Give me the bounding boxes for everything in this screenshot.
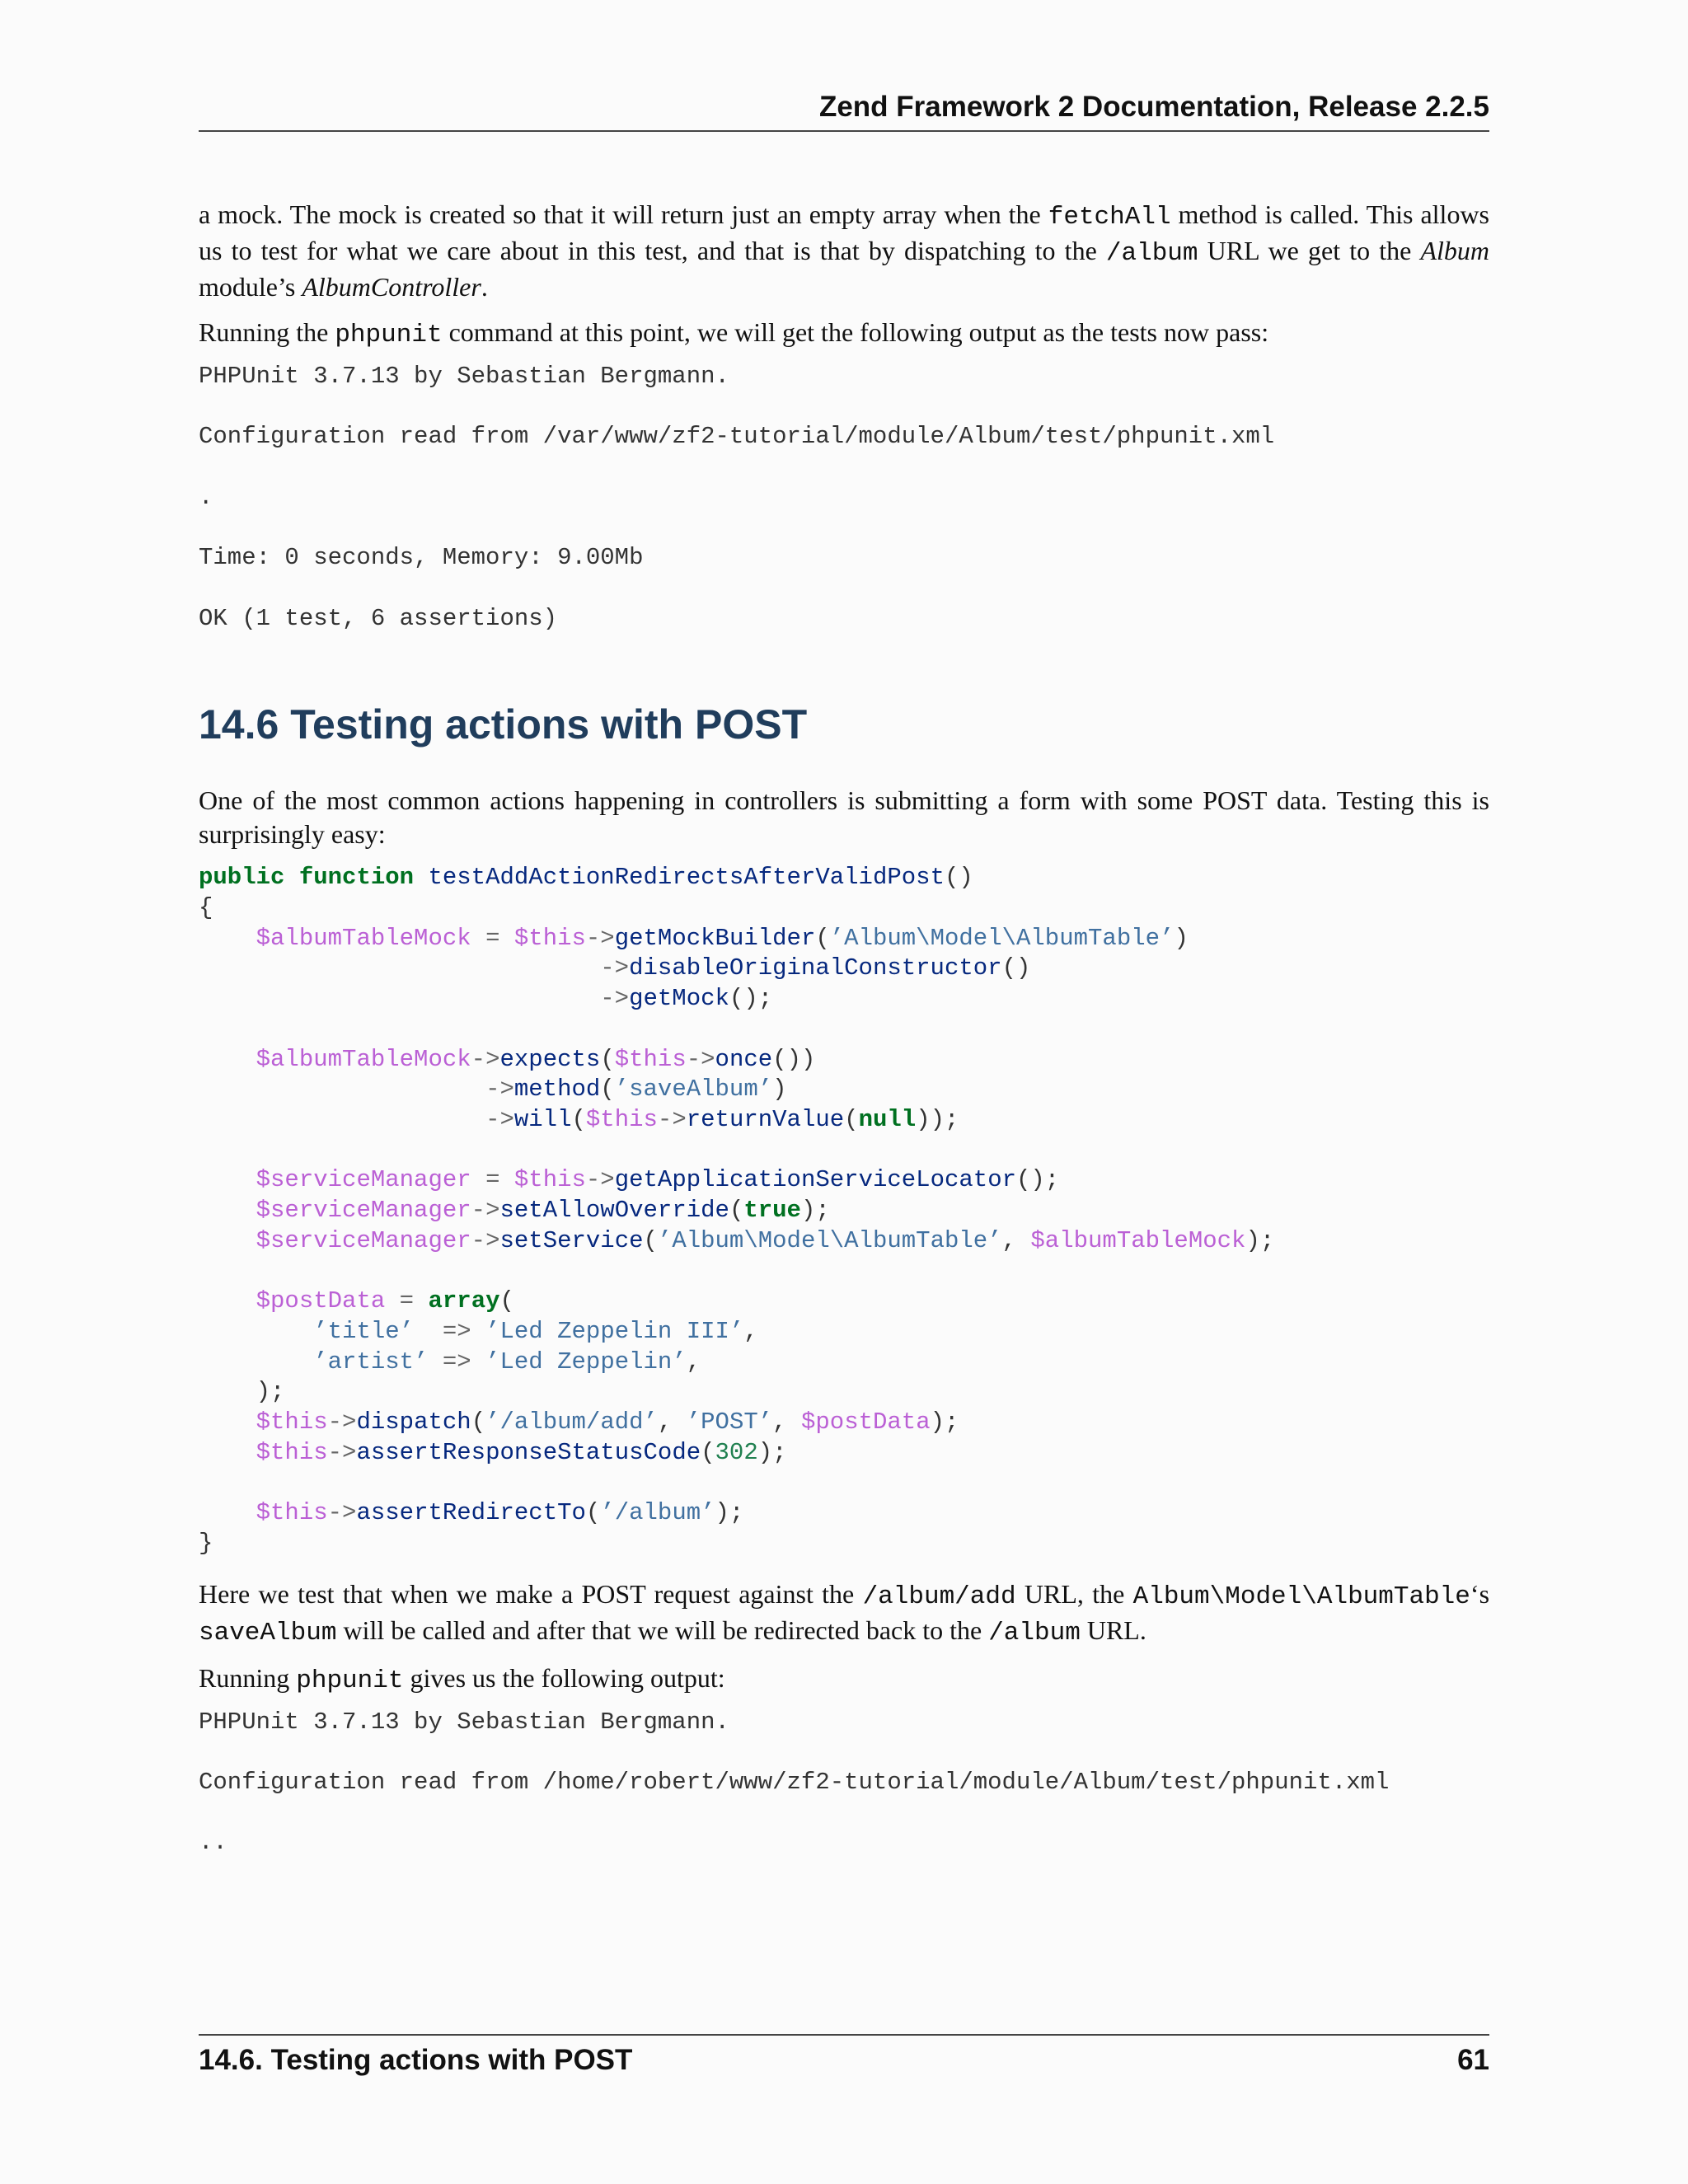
code-token: function [298,864,415,892]
text-span: URL we get to the [1198,236,1421,265]
code-token: , [657,1408,687,1436]
code-token: $albumTableMock [256,924,471,952]
emphasis-album: Album [1420,236,1490,265]
code-line [199,925,1189,952]
code-token [199,985,600,1012]
code-token [428,1348,442,1376]
page-footer [199,2034,1489,2077]
code-token: $serviceManager [256,1166,471,1194]
code-token [499,925,513,952]
code-token [199,925,256,952]
code-token [385,1287,399,1315]
code-token: ’saveAlbum’ [614,1076,773,1104]
code-token: () [1001,954,1031,982]
code-token: $this [513,1166,586,1194]
code-token: ( [815,924,830,952]
code-token: -> [327,1438,357,1466]
page-body [199,198,1489,1858]
code-line [199,1287,514,1315]
code-line [199,954,1030,982]
code-line [199,1318,758,1345]
text-span: command at this point, we will get the following output as the tests now pass: [442,317,1269,347]
code-token: $this [585,1105,658,1133]
phpunit-output-block-2: PHPUnit 3.7.13 by Sebastian Bergmann. Configuration read from /home/robert/www/zf2-tutorial/module/Album/test/phpunit.xml .. [199,1708,1390,1857]
code-token: -> [585,1166,615,1194]
code-token: -> [471,1197,500,1225]
code-token: ( [499,1287,514,1315]
code-token [199,1106,485,1133]
code-line [199,1530,213,1557]
text-span: will be called and after that we will be redirected back to the [336,1615,989,1645]
code-token [199,1318,313,1345]
code-token: ); [930,1408,959,1436]
code-token [199,1227,256,1254]
code-line [199,1439,787,1466]
code-token: ( [844,1105,859,1133]
code-token: getMockBuilder [614,924,816,952]
code-line [199,1166,1059,1193]
code-token: ’artist’ [313,1347,429,1376]
code-token: -> [485,1105,514,1133]
code-token: setAllowOverride [499,1197,729,1225]
code-token [199,1348,313,1376]
inline-code-album-url: /album [988,1618,1081,1647]
code-line [199,1076,787,1103]
code-token: ( [600,1076,615,1104]
code-token: (); [1016,1166,1060,1194]
code-line [199,985,772,1012]
text-span: URL. [1080,1615,1146,1645]
code-line [199,1046,815,1073]
code-token: -> [585,924,615,952]
code-token [414,1287,428,1315]
code-token: -> [657,1105,687,1133]
code-token: , [772,1408,801,1436]
code-token [414,1318,443,1345]
php-code-block [199,863,1489,1558]
code-token: => [442,1347,471,1376]
page-number: 61 [1457,2044,1489,2076]
code-token: ); [715,1499,744,1527]
code-token: $serviceManager [256,1226,471,1254]
code-token [471,1348,485,1376]
code-token: $serviceManager [256,1197,471,1225]
code-line [199,1499,743,1526]
code-token: -> [600,985,630,1013]
code-token: ’Album\Model\AlbumTable’ [657,1226,1002,1254]
text-span: Running the [199,317,335,347]
code-token: assertRedirectTo [356,1499,586,1527]
code-token: ()) [772,1045,816,1073]
code-token: ( [729,1197,744,1225]
code-token: => [442,1317,471,1345]
code-token: , [1001,1226,1031,1254]
running-header: Zend Framework 2 Documentation, Release 2.2.5 [199,91,1489,132]
text-span: Here we test that when we make a POST request against the [199,1578,863,1609]
code-token: , [743,1317,758,1345]
text-span: gives us the following output: [403,1662,725,1693]
code-token [199,1166,256,1193]
code-line [199,1227,1274,1254]
inline-code-album-url: /album [1105,239,1198,268]
text-span: ‘s [1470,1578,1490,1609]
code-token: $this [513,924,586,952]
code-token: 302 [715,1438,758,1466]
code-token: ( [571,1105,586,1133]
code-token: ); [757,1438,787,1466]
code-token: , [686,1347,701,1376]
code-token: { [199,894,213,922]
code-token [471,925,485,952]
code-token: dispatch [356,1408,471,1436]
code-token: setService [499,1226,644,1254]
code-token [471,1318,485,1345]
inline-code-savealbum: saveAlbum [199,1618,337,1647]
paragraph-running-phpunit [199,316,1489,352]
code-token: ’/album’ [600,1499,715,1527]
code-token [199,1408,256,1436]
code-token: ( [471,1408,486,1436]
code-token: will [513,1105,572,1133]
code-token [199,1287,256,1315]
code-token: once [715,1045,773,1073]
phpunit-output-block-1: PHPUnit 3.7.13 by Sebastian Bergmann. Configuration read from /var/www/zf2-tutorial/module/Album/test/phpunit.xml . Time: 0 seconds, Memory: 9.00Mb OK (1 test, 6 assertions) [199,363,1275,632]
code-token: $albumTableMock [1030,1226,1246,1254]
code-token [499,1166,513,1193]
code-line [199,894,213,921]
code-token: true [743,1197,801,1225]
inline-code-album-add: /album/add [862,1582,1016,1611]
code-token: assertResponseStatusCode [356,1438,701,1466]
code-token [199,1197,256,1224]
paragraph-running-output [199,1661,1489,1698]
code-token: getMock [629,985,729,1013]
code-token: $this [614,1045,687,1073]
code-token: returnValue [686,1105,845,1133]
code-line [199,1378,284,1405]
code-token: () [944,864,973,892]
code-token: ( [701,1438,715,1466]
code-token: = [485,1166,500,1194]
code-token: ’Led Zeppelin III’ [485,1317,744,1345]
code-token: )); [916,1105,959,1133]
text-span: URL, the [1015,1578,1133,1609]
paragraph-mock-explanation [199,198,1489,304]
code-token: $this [256,1438,328,1466]
code-token [199,1046,256,1073]
inline-code-albumtable: Album\Model\AlbumTable [1132,1582,1470,1611]
code-token: ) [772,1076,787,1104]
code-token: -> [600,954,630,982]
code-token: public [199,864,285,892]
code-token: -> [686,1045,715,1073]
footer-section-title: 14.6. Testing actions with POST [199,2044,633,2076]
code-token: ( [600,1045,615,1073]
emphasis-albumcontroller: AlbumController [302,272,481,302]
code-token: $this [256,1499,328,1527]
code-token: null [858,1105,917,1133]
code-token [199,954,600,982]
code-token [199,1076,485,1103]
code-token: method [513,1076,601,1104]
text-span: method is called. This allows us to test for what we care about in this test, and that is that by dispatching to the [199,199,1490,265]
code-token: -> [327,1408,357,1436]
code-line [199,1408,959,1436]
code-token: -> [471,1045,500,1073]
code-line [199,1106,959,1133]
code-token: testAddActionRedirectsAfterValidPost [428,864,945,892]
code-token [284,864,298,891]
paragraph-test-description [199,1577,1489,1650]
code-line [199,1348,701,1376]
code-token: } [199,1529,213,1557]
code-token: array [428,1287,500,1315]
inline-code-fetchall: fetchAll [1048,203,1171,232]
code-token: -> [471,1226,500,1254]
code-token [414,864,428,891]
code-token: -> [327,1499,357,1527]
code-token: ); [199,1378,285,1406]
code-token: ’Led Zeppelin’ [485,1347,687,1376]
code-token: ’Album\Model\AlbumTable’ [829,924,1175,952]
code-token: = [399,1287,415,1315]
code-token: ) [1174,924,1189,952]
code-token: = [485,924,500,952]
code-token: ’POST’ [686,1408,773,1436]
code-token: getApplicationServiceLocator [614,1166,1016,1194]
code-token: ( [643,1226,658,1254]
code-token [471,1166,485,1193]
inline-code-phpunit: phpunit [296,1666,404,1695]
code-token: -> [485,1076,514,1104]
code-token [199,1439,256,1466]
code-token: $this [256,1408,328,1436]
code-line [199,864,973,891]
paragraph-post-intro: One of the most common actions happening in controllers is submitting a form with some POST data. Testing this is surprisingly easy: [199,785,1489,850]
text-span: Running [199,1662,297,1693]
code-token: ’/album/add’ [485,1408,658,1436]
code-token [199,1499,256,1526]
code-token: disableOriginalConstructor [629,954,1002,982]
inline-code-phpunit: phpunit [335,321,443,349]
text-span: module’s [199,272,302,302]
code-token: ); [800,1197,830,1225]
section-heading: 14.6 Testing actions with POST [199,701,808,748]
code-token: $postData [800,1408,931,1436]
text-span: a mock. The mock is created so that it will return just an empty array when the [199,199,1048,229]
code-token: ’title’ [313,1317,415,1345]
code-token: (); [729,985,773,1013]
code-token: ( [585,1499,601,1527]
text-span: . [481,272,488,302]
code-token: $postData [256,1287,386,1315]
code-token: ); [1245,1226,1275,1254]
code-token: $albumTableMock [256,1045,471,1073]
code-line [199,1197,830,1224]
code-token: expects [499,1045,601,1073]
